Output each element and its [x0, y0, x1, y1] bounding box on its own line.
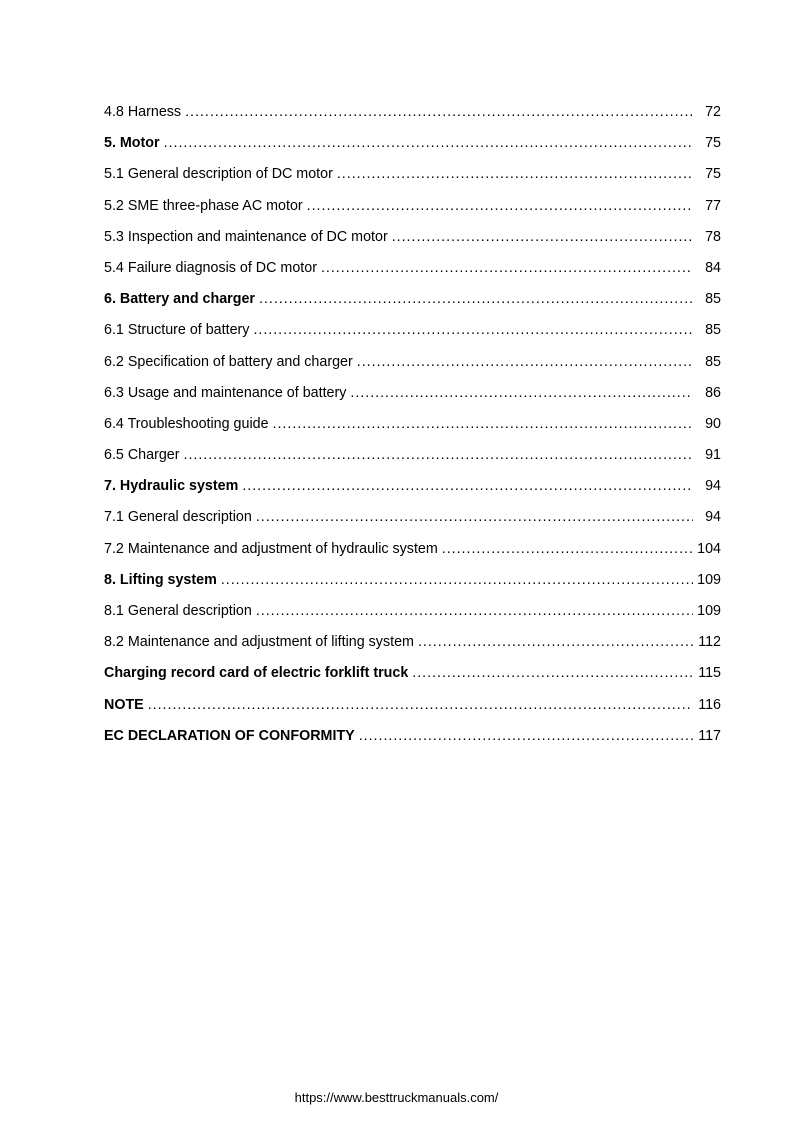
- toc-entry-page: 75: [705, 166, 721, 183]
- toc-leader-dots: [273, 416, 693, 432]
- toc-entry-page: 112: [698, 634, 721, 651]
- toc-entry-title: 6.4 Troubleshooting guide: [104, 415, 269, 432]
- toc-entry[interactable]: [104, 728, 721, 759]
- toc-entry-title: EC DECLARATION OF CONFORMITY: [104, 727, 355, 744]
- toc-entry-title: 6. Battery and charger: [104, 291, 255, 308]
- toc-leader-dots: [259, 291, 693, 307]
- toc-entry-page: 75: [705, 135, 721, 152]
- toc-entry-page: 86: [705, 384, 721, 401]
- toc-leader-dots: [221, 572, 693, 588]
- toc-leader-dots: [392, 229, 693, 245]
- toc-entry-page: 116: [698, 696, 721, 713]
- toc-leader-dots: [442, 541, 693, 557]
- toc-entry-title: NOTE: [104, 696, 144, 713]
- toc-entry-title: 5. Motor: [104, 135, 160, 152]
- toc-entry-page: 115: [698, 665, 721, 682]
- toc-leader-dots: [164, 135, 693, 151]
- toc-leader-dots: [337, 166, 693, 182]
- toc-entry[interactable]: [104, 572, 721, 603]
- toc-entry[interactable]: [104, 385, 721, 416]
- toc-entry[interactable]: [104, 198, 721, 229]
- toc-entry-page: 85: [705, 322, 721, 339]
- toc-entry-title: 7. Hydraulic system: [104, 478, 239, 495]
- toc-leader-dots: [321, 260, 693, 276]
- toc-entry-title: 6.1 Structure of battery: [104, 322, 250, 339]
- toc-entry[interactable]: [104, 322, 721, 353]
- toc-leader-dots: [256, 603, 693, 619]
- toc-entry-page: 109: [697, 603, 721, 619]
- toc-entry[interactable]: [104, 166, 721, 197]
- toc-leader-dots: [185, 104, 693, 120]
- toc-entry[interactable]: [104, 447, 721, 478]
- toc-leader-dots: [307, 198, 693, 214]
- toc-entry[interactable]: [104, 541, 721, 572]
- toc-entry-title: 6.2 Specification of battery and charger: [104, 353, 353, 370]
- toc-entry-title: 5.3 Inspection and maintenance of DC motor: [104, 228, 388, 245]
- toc-entry-title: 7.2 Maintenance and adjustment of hydraulic system: [104, 540, 438, 557]
- toc-entry[interactable]: [104, 478, 721, 509]
- toc-entry-title: 6.5 Charger: [104, 447, 180, 464]
- toc-leader-dots: [350, 385, 693, 401]
- toc-entry-page: 85: [705, 291, 721, 308]
- toc-entry-page: 85: [705, 353, 721, 370]
- toc-entry-page: 104: [697, 540, 721, 557]
- footer-url[interactable]: https://www.besttruckmanuals.com/: [294, 1090, 499, 1105]
- toc-entry[interactable]: [104, 135, 721, 166]
- toc-entry-title: 8.2 Maintenance and adjustment of lifting system: [104, 634, 414, 651]
- toc-entry-title: 8.1 General description: [104, 603, 252, 619]
- toc-entry-page: 90: [705, 415, 721, 432]
- toc-entry-page: 94: [705, 509, 721, 526]
- toc-leader-dots: [256, 509, 693, 525]
- toc-entry-page: 94: [705, 478, 721, 495]
- toc-entry[interactable]: [104, 603, 721, 634]
- toc-entry[interactable]: [104, 634, 721, 665]
- toc-entry-page: 91: [705, 447, 721, 464]
- toc-entry-page: 78: [705, 228, 721, 245]
- toc-entry-title: 5.4 Failure diagnosis of DC motor: [104, 259, 317, 276]
- toc-entry-title: 8. Lifting system: [104, 571, 217, 588]
- toc-entry-title: 5.1 General description of DC motor: [104, 166, 333, 183]
- toc-entry-page: 84: [705, 259, 721, 276]
- toc-entry-title: 4.8 Harness: [104, 104, 182, 120]
- toc-leader-dots: [253, 322, 693, 338]
- toc-entry-page: 109: [697, 571, 721, 588]
- table-of-contents: [104, 104, 721, 759]
- toc-leader-dots: [148, 697, 693, 713]
- toc-leader-dots: [359, 728, 693, 744]
- toc-entry-title: 6.3 Usage and maintenance of battery: [104, 384, 347, 401]
- toc-leader-dots: [418, 634, 693, 650]
- toc-leader-dots: [357, 354, 693, 370]
- toc-entry-page: 77: [705, 197, 721, 214]
- toc-entry-title: 5.2 SME three-phase AC motor: [104, 197, 303, 214]
- toc-entry[interactable]: [104, 291, 721, 322]
- toc-entry[interactable]: [104, 697, 721, 728]
- toc-leader-dots: [184, 447, 694, 463]
- toc-leader-dots: [412, 665, 693, 681]
- toc-entry[interactable]: [104, 354, 721, 385]
- toc-entry-page: 72: [705, 104, 721, 120]
- toc-entry-title: 7.1 General description: [104, 509, 252, 526]
- toc-entry[interactable]: [104, 665, 721, 696]
- toc-entry[interactable]: [104, 260, 721, 291]
- toc-entry[interactable]: [104, 416, 721, 447]
- toc-entry-page: 117: [698, 727, 721, 744]
- toc-entry[interactable]: [104, 509, 721, 540]
- toc-entry[interactable]: [104, 104, 721, 135]
- toc-entry-title: Charging record card of electric forklift truck: [104, 665, 409, 682]
- toc-entry[interactable]: [104, 229, 721, 260]
- toc-leader-dots: [242, 478, 693, 494]
